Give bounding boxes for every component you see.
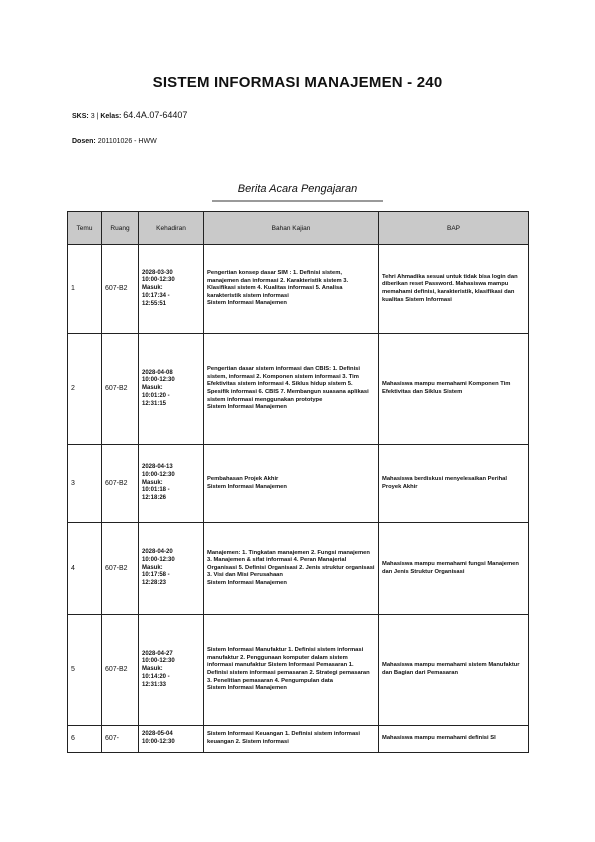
bap-cell: Mahasiswa mampu memahami sistem Manufaktur dan Bagian dari Pemasaran: [379, 615, 529, 726]
bahan-cell: [204, 245, 379, 334]
bahan-cell: [204, 523, 379, 615]
kelas-label: Kelas:: [100, 113, 122, 120]
jam-masuk: 10:17:58 -: [142, 572, 170, 579]
sks-label: SKS:: [72, 113, 89, 120]
masuk-label: Masuk:: [142, 285, 163, 292]
header-bap: BAP: [379, 212, 529, 245]
table-row: [68, 445, 529, 523]
separator: |: [96, 113, 99, 120]
table-row: [68, 726, 529, 753]
jam-masuk: 10:14:20 -: [142, 673, 170, 680]
jam: 10:00-12:30: [142, 277, 175, 284]
lecturer-info: [72, 138, 157, 145]
bahan-cell: [204, 726, 379, 753]
kehadiran-cell: [139, 445, 204, 523]
section-title: Berita Acara Pengajaran: [237, 183, 358, 195]
table-row: [68, 334, 529, 445]
bahan-course: Sistem Informasi Manajemen: [207, 579, 287, 586]
ruang-cell: 607-: [102, 726, 139, 753]
temu-cell: 5: [68, 615, 102, 726]
jam-keluar: 12:31:15: [142, 400, 167, 407]
ruang-cell: 607-B2: [102, 523, 139, 615]
table-row: [68, 523, 529, 615]
kehadiran-cell: [139, 615, 204, 726]
temu-cell: 2: [68, 334, 102, 445]
jam-keluar: 12:55:51: [142, 300, 167, 307]
jam-masuk: 10:01:20 -: [142, 392, 170, 399]
bahan-text: Manajemen: 1. Tingkatan manajemen 2. Fungsi manajemen 3. Manajemen & sifat informasi 4. Peran Manajerial Organisasi 5. Definisi Organisasi 2. Jenis struktur organisasi 3. Visi dan Misi Perusahaan: [207, 549, 375, 579]
bahan-text: Sistem Informasi Manufaktur 1. Definisi sistem informasi manufaktur 2. Penggunaan komputer dalam sistem informasi manufaktur Sistem Informasi Pemasaran 1. Definisi sistem informasi pemasaran 2. Strategi pemasaran 3. Penelitian pemasaran 4. Pengumpulan data: [207, 647, 370, 684]
header-temu: Temu: [68, 212, 102, 245]
tanggal: 2028-04-20: [142, 549, 173, 555]
kehadiran-cell: [139, 726, 204, 753]
table-row: [68, 245, 529, 334]
tanggal: 2028-03-30: [142, 269, 173, 276]
kehadiran-cell: [139, 334, 204, 445]
section-divider: [212, 200, 383, 202]
bahan-course: Sistem Informasi Manajemen: [207, 685, 287, 692]
ruang-cell: 607-B2: [102, 445, 139, 523]
bahan-text: Pembahasan Projek Akhir: [207, 475, 279, 482]
temu-cell: 4: [68, 523, 102, 615]
masuk-label: Masuk:: [142, 564, 163, 571]
kelas-value: 64.4A.07-64407: [123, 110, 188, 120]
class-info: [72, 110, 187, 120]
table-row: [68, 615, 529, 726]
sks-value: 3: [90, 113, 95, 120]
header-ruang: Ruang: [102, 212, 139, 245]
bahan-text: Pengertian dasar sistem informasi dan CBIS: 1. Definisi sistem, informasi 2. Komponen sistem informasi 3. Tim Efektivitas sistem informasi 4. Siklus hidup sistem 5. Spesifik informasi 6. CBIS 7. Membangun suasana aplikasi sistem informasi menggunakan prototype: [207, 366, 369, 403]
temu-cell: 6: [68, 726, 102, 753]
bahan-course: Sistem Informasi Manajemen: [207, 300, 287, 307]
temu-cell: 1: [68, 245, 102, 334]
teaching-log-table: [67, 211, 529, 753]
jam: 10:00-12:30: [142, 471, 175, 478]
jam: 10:00-12:30: [142, 739, 175, 745]
bahan-cell: [204, 615, 379, 726]
header-kehadiran: Kehadiran: [139, 212, 204, 245]
tanggal: 2028-04-27: [142, 650, 173, 657]
header-bahan-kajian: Bahan Kajian: [204, 212, 379, 245]
bahan-cell: [204, 445, 379, 523]
temu-cell: 3: [68, 445, 102, 523]
bap-cell: Mahasiswa berdiskusi menyelesaikan Perihal Proyek Akhir: [379, 445, 529, 523]
masuk-label: Masuk:: [142, 666, 163, 673]
document-title: SISTEM INFORMASI MANAJEMEN - 240: [152, 74, 443, 91]
jam-keluar: 12:31:33: [142, 681, 167, 688]
jam-masuk: 10:01:18 -: [142, 487, 170, 494]
tanggal: 2028-04-13: [142, 464, 173, 470]
bap-cell: Mahasiswa mampu memahami Komponen Tim Efektivitas dan Siklus Sistem: [379, 334, 529, 445]
table-header-row: [68, 212, 529, 245]
jam-keluar: 12:28:23: [142, 580, 167, 587]
bahan-cell: [204, 334, 379, 445]
ruang-cell: 607-B2: [102, 615, 139, 726]
jam-keluar: 12:18:26: [142, 495, 167, 502]
kehadiran-cell: [139, 245, 204, 334]
jam-masuk: 10:17:34 -: [142, 292, 170, 299]
ruang-cell: 607-B2: [102, 245, 139, 334]
jam: 10:00-12:30: [142, 377, 175, 384]
masuk-label: Masuk:: [142, 385, 163, 392]
jam: 10:00-12:30: [142, 556, 175, 563]
bahan-course: Sistem Informasi Manajemen: [207, 404, 287, 411]
dosen-label: Dosen:: [72, 138, 96, 145]
bap-cell: Tehri Ahmadika sesuai untuk tidak bisa login dan diberikan reset Password. Mahasiswa mampu memahami definisi, karakteristik, klasifikasi dan kualitas Sistem Informasi: [379, 245, 529, 334]
tanggal: 2028-04-08: [142, 369, 173, 376]
kehadiran-cell: [139, 523, 204, 615]
tanggal: 2028-05-04: [142, 731, 173, 738]
bap-cell: Mahasiswa mampu memahami fungsi Manajemen dan Jenis Struktur Organisasi: [379, 523, 529, 615]
bahan-course: Sistem Informasi Manajemen: [207, 483, 287, 490]
dosen-value: 201101026 - HWW: [97, 138, 157, 145]
bahan-text: Pengertian konsep dasar SIM : 1. Definisi sistem, manajemen dan informasi 2. Karakteristik sistem 3. Klasifikasi sistem 4. Kualitas informasi 5. Analisa karakteristik sistem informasi: [207, 270, 349, 299]
jam: 10:00-12:30: [142, 658, 175, 665]
bahan-text: Sistem Informasi Keuangan 1. Definisi sistem informasi keuangan 2. Sistem informasi: [207, 731, 361, 745]
bap-cell: Mahasiswa mampu memahami definisi SI: [379, 726, 529, 753]
masuk-label: Masuk:: [142, 479, 163, 486]
ruang-cell: 607-B2: [102, 334, 139, 445]
